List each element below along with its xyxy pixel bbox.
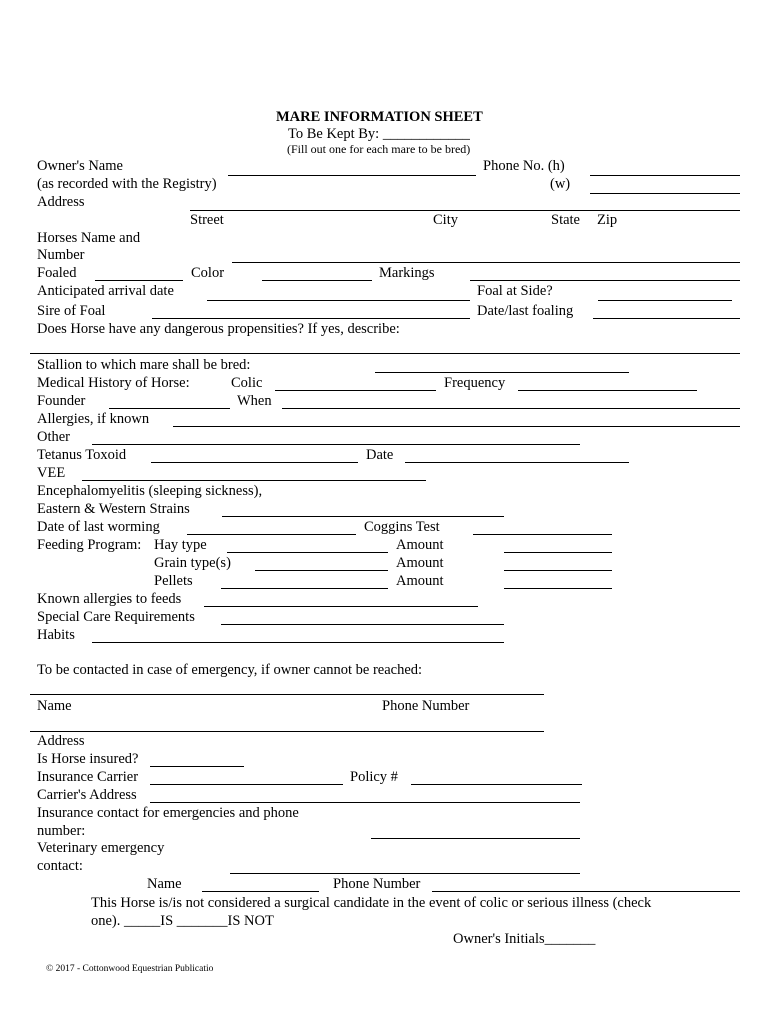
hay-amount-label: Amount <box>396 537 444 553</box>
special-care-field[interactable] <box>221 624 504 625</box>
copyright-footer: © 2017 - Cottonwood Equestrian Publicatio <box>46 964 214 974</box>
vet-name-field[interactable] <box>202 891 319 892</box>
instruction-text: (Fill out one for each mare to be bred) <box>287 142 471 156</box>
founder-field[interactable] <box>109 408 230 409</box>
insured-label: Is Horse insured? <box>37 751 139 767</box>
zip-label: Zip <box>597 212 618 228</box>
last-foaling-label: Date/last foaling <box>477 303 574 319</box>
strains-field[interactable] <box>222 516 504 517</box>
insured-field[interactable] <box>150 766 244 767</box>
tetanus-label: Tetanus Toxoid <box>37 447 127 463</box>
pellets-amount-field[interactable] <box>504 588 612 589</box>
markings-field[interactable] <box>470 280 740 281</box>
surgery-statement-line-1: This Horse is/is not considered a surgical candidate in the event of colic or serious illness (check <box>91 895 652 911</box>
dangerous-label: Does Horse have any dangerous propensities? If yes, describe: <box>37 321 400 337</box>
last-foaling-field[interactable] <box>593 318 740 319</box>
hay-type-field[interactable] <box>227 552 388 553</box>
street-label: Street <box>190 212 224 228</box>
grain-type-label: Grain type(s) <box>154 555 231 571</box>
vet-name-label: Name <box>147 876 182 892</box>
tetanus-date-label: Date <box>366 447 394 463</box>
policy-label: Policy # <box>350 769 398 785</box>
pellets-label: Pellets <box>154 573 193 589</box>
dangerous-field[interactable] <box>30 353 740 354</box>
registry-note: (as recorded with the Registry) <box>37 176 217 192</box>
other-label: Other <box>37 429 71 445</box>
arrival-label: Anticipated arrival date <box>37 283 174 299</box>
habits-field[interactable] <box>92 642 504 643</box>
stallion-field[interactable] <box>375 372 629 373</box>
encephalomyelitis-label: Encephalomyelitis (sleeping sickness), <box>37 483 263 499</box>
address-field[interactable] <box>190 210 740 211</box>
carrier-address-field[interactable] <box>150 802 580 803</box>
when-field[interactable] <box>282 408 740 409</box>
vet-phone-label: Phone Number <box>333 876 421 892</box>
phone-home-label: Phone No. (h) <box>483 158 565 174</box>
sire-label: Sire of Foal <box>37 303 106 319</box>
carrier-label: Insurance Carrier <box>37 769 139 785</box>
owner-name-field[interactable] <box>228 175 476 176</box>
tetanus-date-field[interactable] <box>405 462 629 463</box>
insurance-contact-label-1: Insurance contact for emergencies and phone <box>37 805 299 821</box>
grain-type-field[interactable] <box>255 570 388 571</box>
insurance-contact-field[interactable] <box>371 838 580 839</box>
frequency-field[interactable] <box>518 390 697 391</box>
kept-by-label: To Be Kept By: ____________ <box>288 126 470 142</box>
vet-phone-field[interactable] <box>432 891 740 892</box>
emergency-phone-label: Phone Number <box>382 698 470 714</box>
color-field[interactable] <box>262 280 372 281</box>
special-care-label: Special Care Requirements <box>37 609 195 625</box>
allergies-label: Allergies, if known <box>37 411 150 427</box>
phone-work-field[interactable] <box>590 193 740 194</box>
hay-amount-field[interactable] <box>504 552 612 553</box>
grain-amount-field[interactable] <box>504 570 612 571</box>
vet-label-2: contact: <box>37 858 83 874</box>
emergency-address-label: Address <box>37 733 85 749</box>
feed-allergies-label: Known allergies to feeds <box>37 591 182 607</box>
allergies-field[interactable] <box>173 426 740 427</box>
foal-at-side-field[interactable] <box>598 300 732 301</box>
phone-home-field[interactable] <box>590 175 740 176</box>
address-label: Address <box>37 194 85 210</box>
coggins-field[interactable] <box>473 534 612 535</box>
vet-label-1: Veterinary emergency <box>37 840 165 856</box>
pellets-amount-label: Amount <box>396 573 444 589</box>
owner-name-label: Owner's Name <box>37 158 123 174</box>
emergency-address-field[interactable] <box>30 731 544 732</box>
medical-history-label: Medical History of Horse: <box>37 375 190 391</box>
habits-label: Habits <box>37 627 75 643</box>
state-label: State <box>551 212 580 228</box>
policy-field[interactable] <box>411 784 582 785</box>
vet-contact-field[interactable] <box>230 873 580 874</box>
colic-label: Colic <box>231 375 263 391</box>
surgery-statement-line-2: one). _____IS _______IS NOT <box>91 913 274 929</box>
foaled-field[interactable] <box>95 280 183 281</box>
vee-label: VEE <box>37 465 66 481</box>
coggins-label: Coggins Test <box>364 519 440 535</box>
pellets-field[interactable] <box>221 588 388 589</box>
other-field[interactable] <box>92 444 580 445</box>
horse-name-field[interactable] <box>232 262 740 263</box>
emergency-intro: To be contacted in case of emergency, if owner cannot be reached: <box>37 662 423 678</box>
feeding-program-label: Feeding Program: <box>37 537 142 553</box>
grain-amount-label: Amount <box>396 555 444 571</box>
feed-allergies-field[interactable] <box>204 606 478 607</box>
colic-field[interactable] <box>275 390 436 391</box>
strains-label: Eastern & Western Strains <box>37 501 190 517</box>
phone-work-label: (w) <box>550 176 571 192</box>
horse-name-label-1: Horses Name and <box>37 230 141 246</box>
emergency-name-phone-field[interactable] <box>30 694 544 695</box>
markings-label: Markings <box>379 265 435 281</box>
frequency-label: Frequency <box>444 375 506 391</box>
foal-at-side-label: Foal at Side? <box>477 283 553 299</box>
emergency-name-label: Name <box>37 698 72 714</box>
tetanus-field[interactable] <box>151 462 358 463</box>
vee-field[interactable] <box>82 480 426 481</box>
color-label: Color <box>191 265 225 281</box>
stallion-label: Stallion to which mare shall be bred: <box>37 357 251 373</box>
worming-label: Date of last worming <box>37 519 160 535</box>
when-label: When <box>237 393 272 409</box>
sire-field[interactable] <box>152 318 470 319</box>
foaled-label: Foaled <box>37 265 77 281</box>
founder-label: Founder <box>37 393 86 409</box>
hay-type-label: Hay type <box>154 537 207 553</box>
horse-name-label-2: Number <box>37 247 85 263</box>
carrier-field[interactable] <box>150 784 343 785</box>
carrier-address-label: Carrier's Address <box>37 787 137 803</box>
page-title: MARE INFORMATION SHEET <box>276 109 483 125</box>
owner-initials-label: Owner's Initials_______ <box>453 931 596 947</box>
city-label: City <box>433 212 458 228</box>
arrival-field[interactable] <box>207 300 470 301</box>
insurance-contact-label-2: number: <box>37 823 86 839</box>
worming-field[interactable] <box>187 534 356 535</box>
